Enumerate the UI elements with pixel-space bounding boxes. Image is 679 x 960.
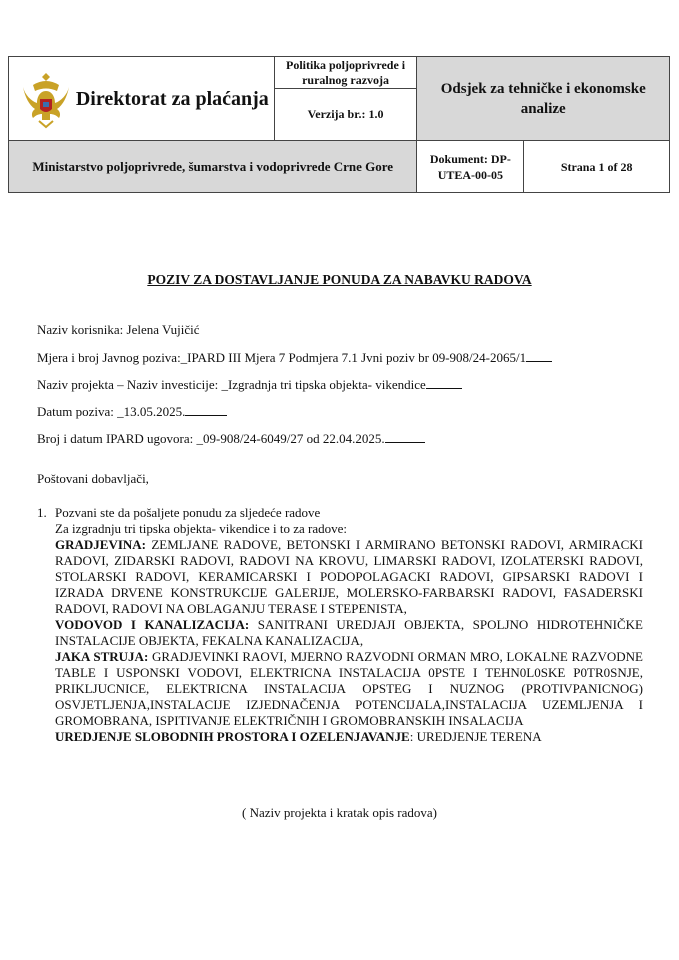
policy-cell: Politika poljoprivrede i ruralnog razvoja bbox=[274, 57, 417, 89]
field-contract: Broj i datum IPARD ugovora: _09-908/24-6049/27 od 22.04.2025. bbox=[37, 431, 425, 447]
project-description-note: ( Naziv projekta i kratak opis radova) bbox=[242, 805, 437, 820]
works-gradjevina: GRADJEVINA: ZEMLJANE RADOVE, BETONSKI I ARMIRANO BETONSKI RADOVI, ARMIRACKI RADOVI, ZIDARSKI RADOVI, RADOVI NA KROVU, LIMARSKI RADOVI, IZOLATERSKI RADOVI, STOLARSKI RADOVI, KERAMICARSKI I PODOPOLAGACKI RADOVI, GIPSARSKI RADOVI I IZRADA DRVENE KONSTRUKCIJE GALERIJE, MOLERSKO-FARBARSKI RADOVI, FASADERSKI RADOVI, RADOVI NA OBLAGANJU TERASE I STEPENISTA, bbox=[55, 537, 644, 616]
field-date: Datum poziva: _13.05.2025. bbox=[37, 404, 227, 420]
greeting: Poštovani dobavljači, bbox=[37, 471, 149, 486]
works-list bbox=[37, 505, 643, 745]
list-number: 1. bbox=[37, 505, 47, 520]
works-uredjenje: UREDJENJE SLOBODNIH PROSTORA I OZELENJAVANJE: UREDJENJE TERENA bbox=[55, 729, 542, 744]
document-title: POZIV ZA DOSTAVLJANJE PONUDA ZA NABAVKU RADOVA bbox=[147, 272, 532, 287]
blank-line bbox=[185, 405, 227, 416]
document-id-cell: Dokument: DP-UTEA-00-05 bbox=[417, 141, 524, 193]
field-call: Mjera i broj Javnog poziva:_IPARD III Mjera 7 Podmjera 7.1 Jvni poziv br 09-908/24-2065/1 bbox=[37, 350, 552, 366]
directorate-name: Direktorat za plaćanja bbox=[75, 87, 269, 110]
works-jaka-struja: JAKA STRUJA: GRADJEVINKI RAOVI, MJERNO RAZVODNI ORMAN MRO, LOKALNE RAZVODNE TABLE I USPONSKI VODOVI, ELEKTRICNA INSTALACIJA 0PSTE I TEHN0L0SKE P0TR0SNJE, PRIKLJUCNICE, ELEKTRICNA INSTALACIJA OPSTEG I NUZNOG (PROTIVPANICNOG) OSVJETLJENJA,INSTALACIJE IZJEDNAČENJA POTENCIJALA,INSTALACIJA UZEMLJENJA I GROMOBRANA, ISPITIVANJE ELEKTRIČNIH I GROMOBRANSKIH INSALACIJA bbox=[55, 649, 643, 728]
list-intro-2: Za izgradnju tri tipska objekta- vikendice i to za radove: bbox=[55, 521, 348, 536]
page-number-cell: Strana 1 of 28 bbox=[524, 141, 670, 193]
department-cell: Odsjek za tehničke i ekonomske analize bbox=[417, 57, 670, 141]
field-user: Naziv korisnika: Jelena Vujičić bbox=[37, 322, 200, 337]
blank-line bbox=[385, 432, 425, 443]
field-project: Naziv projekta – Naziv investicije: _Izgradnja tri tipska objekta- vikendice bbox=[37, 377, 462, 393]
document-header bbox=[8, 56, 670, 193]
works-vodovod: VODOVOD I KANALIZACIJA: SANITRANI UREDJAJI OBJEKTA, SPOLJNO HIDROTEHNIČKE INSTALACIJE OBJEKTA, FEKALNA KANALIZACIJA, bbox=[55, 617, 643, 648]
list-intro-1: Pozvani ste da pošaljete ponudu za sljedeće radove bbox=[55, 505, 321, 520]
version-cell: Verzija br.: 1.0 bbox=[274, 89, 417, 141]
blank-line bbox=[526, 351, 552, 362]
directorate-cell bbox=[9, 57, 275, 141]
blank-line bbox=[426, 378, 462, 389]
coat-of-arms-icon bbox=[19, 69, 73, 133]
ministry-cell: Ministarstvo poljoprivrede, šumarstva i vodoprivrede Crne Gore bbox=[9, 141, 417, 193]
